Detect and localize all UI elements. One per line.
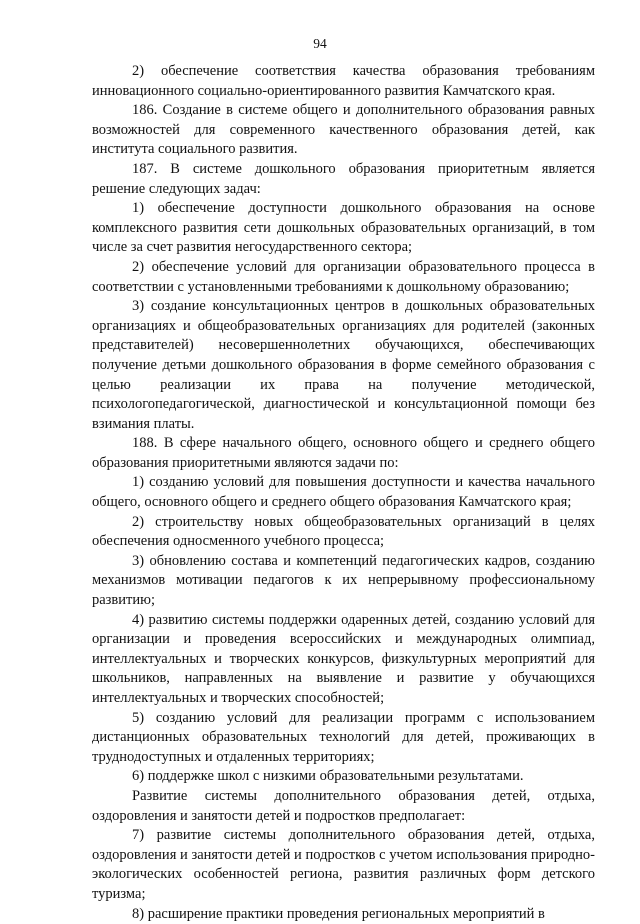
paragraph-188: 188. В сфере начального общего, основного общего и среднего общего образования приоритетными являются задачи по: [92, 435, 595, 471]
paragraph-187-item-2: 2) обеспечение условий для организации образовательного процесса в соответствии с установленными требованиями к дошкольному образованию; [92, 258, 595, 295]
page-number: 94 [313, 36, 327, 51]
paragraph-188-item-4: 4) развитию системы поддержки одаренных детей, созданию условий для организации и проведения всероссийских и международных олимпиад, интеллектуальных и творческих конкурсов, физкультурных мероприятий для школьников, направленных на выявление и развитие у обучающихся интеллектуальных и творческих способностей; [92, 611, 595, 706]
paragraph-188-item-2: 2) строительству новых общеобразовательных организаций в целях обеспечения односменного учебного процесса; [92, 513, 595, 550]
paragraph-item-7: 7) развитие системы дополнительного образования детей, отдыха, оздоровления и занятости детей и подростков с учетом использования природно-экологических особенностей региона, развития различных форм детского туризма; [92, 827, 595, 902]
document-body [92, 62, 595, 924]
paragraph-item-8: 8) расширение практики проведения региональных мероприятий в [132, 905, 545, 922]
paragraph-188-item-6: 6) поддержке школ с низкими образовательными результатами. [132, 768, 524, 785]
paragraph-186: 186. Создание в системе общего и дополнительного образования равных возможностей для современного качественного образования детей, как института социального развития. [92, 102, 595, 158]
paragraph-187: 187. В системе дошкольного образования приоритетным является решение следующих задач: [92, 160, 595, 197]
paragraph-188-item-1: 1) созданию условий для повышения доступности и качества начального общего, основного общего и среднего общего образования Камчатского края; [92, 474, 595, 511]
paragraph-187-item-3: 3) создание консультационных центров в дошкольных образовательных организациях и общеобразовательных организациях для родителей (законных представителей) несовершеннолетних обучающихся, обеспечивающих получение детьми дошкольного образования в форме семейного образования с целью реализации их права на получение методической, психологопедагогической, диагностической и консультационной помощи без взимания платы. [92, 298, 595, 432]
paragraph-188-item-3: 3) обновлению состава и компетенций педагогических кадров, созданию механизмов мотивации педагогов к их непрерывному профессиональному развитию; [92, 552, 595, 609]
paragraph-187-item-1: 1) обеспечение доступности дошкольного образования на основе комплексного развития сети дошкольных образовательных организаций, в том числе за счет развития негосударственного сектора; [92, 200, 595, 256]
paragraph-additional-education: Развитие системы дополнительного образования детей, отдыха, оздоровления и занятости детей и подростков предполагает: [92, 787, 595, 824]
paragraph-item-2-quality: 2) обеспечение соответствия качества образования требованиям инновационного социально-ориентированного развития Камчатского края. [92, 63, 595, 99]
paragraph-188-item-5: 5) созданию условий для реализации программ с использованием дистанционных образовательных технологий для детей, проживающих в труднодоступных и отдаленных территориях; [92, 709, 595, 765]
